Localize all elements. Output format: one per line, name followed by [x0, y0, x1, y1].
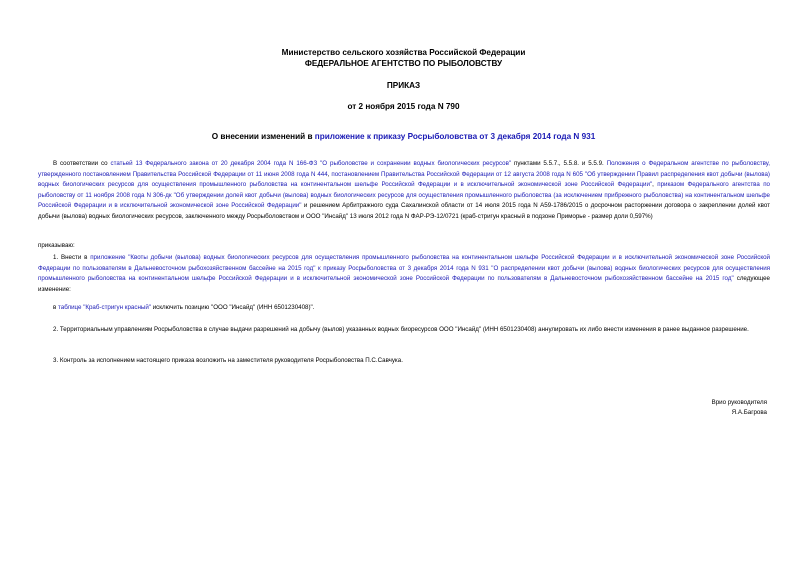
title-prefix: О внесении изменений в [211, 132, 315, 141]
law-link[interactable]: статьей 13 Федерального закона от 20 декабря 2004 года N 166-ФЗ "О рыболовстве и сохранении водных биологических ресурсов" [110, 160, 512, 167]
regulation-link[interactable]: Положения о Федеральном агентстве по рыболовству, утвержденного постановлением Правительства Российской Федерации от 11 июня 2008 года N 444 [38, 160, 770, 178]
paragraph-item-1 [38, 253, 770, 295]
p1-text-a: В соответствии со [53, 160, 111, 167]
p4-text-a: в [53, 304, 59, 311]
document-type: ПРИКАЗ [386, 81, 421, 90]
p1-text-e: и решением Арбитражного суда Сахалинской области от 14 июля 2015 года N А59-1786/2015 о досрочном расторжении договора о закреплении долей квот добычи (вылова) водных биологических ресурсов, заключенного между Росрыболовством и ООО "Инсайд" 13 июля 2012 года N ФАР-РЭ-12/0721 (краб-стригун красный в подзоне Приморье - размер доли 0,597%) [38, 202, 770, 220]
document-title [0, 131, 807, 142]
p3-text-b: следующее изменение: [38, 275, 770, 293]
paragraph-item-3: 3. Контроль за исполнением настоящего приказа возложить на заместителя руководителя Росрыболовства П.С.Савчука. [53, 357, 403, 364]
table-link[interactable]: таблице "Краб-стригун красный" [58, 304, 151, 311]
paragraph-order-word: приказываю: [38, 242, 75, 249]
title-link[interactable]: приложение к приказу Росрыболовства от 3 декабря 2014 года N 931 [314, 132, 596, 141]
p4-text-b: исключить позицию "ООО "Инсайд" (ИНН 6501230408)". [151, 304, 315, 311]
p1-text-b: пунктами 5.5.7., 5.5.8. и 5.5.9. [511, 160, 607, 167]
paragraph-change [38, 303, 770, 314]
paragraph-basis [38, 159, 770, 223]
signature-name: Я.А.Багрова [731, 409, 767, 416]
document-date: от 2 ноября 2015 года N 790 [347, 102, 460, 111]
signature-position: Врио руководителя [711, 399, 767, 406]
appendix-link[interactable]: приложение "Квоты добычи (вылова) водных биологических ресурсов для осуществления промышленного рыболовства на континентальном шельфе Российской Федерации и в исключительной экономической зоне Российской Федерации по пользователям в Дальневосточном рыбохозяйственном бассейне на 2015 год" к приказу Росрыболовства от 3 декабря 2014 года N 931 "О распределении квот добычи (вылова) водных биологических ресурсов для осуществления промышленного рыболовства на континентальном шельфе Российской Федерации и в исключительной экономической зоне Российской Федерации по пользователям в Дальневосточном рыбохозяйственном бассейне на 2015 год" [38, 254, 770, 283]
order-link[interactable]: приказом Федерального агентства по рыболовству от 11 ноября 2008 года N 306-дк "Об утверждении долей квот добычи (вылова) водных биологических ресурсов для осуществления промышленного рыболовства (за исключением прибрежного рыболовства) на континентальном шельфе Российской Федерации и в исключительной экономической зоне Российской Федерации" [38, 181, 770, 210]
p3-text-a: 1. Внести в [53, 254, 91, 261]
ministry-name: Министерство сельского хозяйства Российской Федерации [281, 48, 526, 57]
agency-name: ФЕДЕРАЛЬНОЕ АГЕНТСТВО ПО РЫБОЛОВСТВУ [304, 59, 503, 68]
resolution-link[interactable]: постановлением Правительства Российской Федерации от 12 августа 2008 года N 605 "Об утверждении Правил распределения квот добычи (вылова) водных биологических ресурсов для осуществления промышленного рыболовства на континентальном шельфе Российской Федерации и в исключительной экономической зоне Российской Федерации" [38, 170, 770, 189]
p1-text-c: , [327, 170, 332, 178]
p1-text-d: , [652, 181, 658, 189]
paragraph-item-2: 2. Территориальным управлениям Росрыболовства в случае выдачи разрешений на добычу (вылов) указанных водных биоресурсов ООО "Инсайд" (ИНН 6501230408) аннулировать их либо внести изменения в ранее выданное разрешение. [53, 326, 749, 333]
